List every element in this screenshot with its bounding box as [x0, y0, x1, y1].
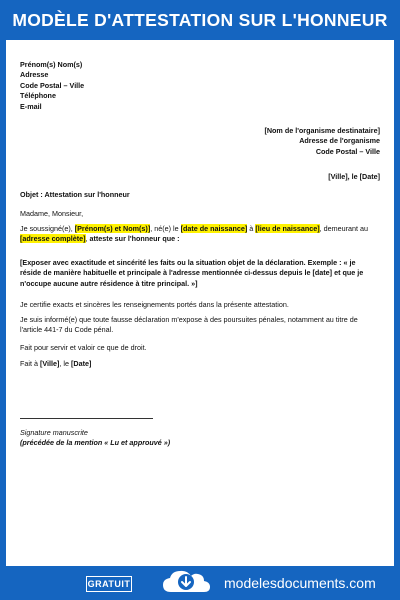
certify-paragraph: Je certifie exacts et sincères les renseignements portés dans la présente attestation.	[20, 300, 289, 309]
sender-email: E-mail	[20, 101, 42, 111]
cloud-download-icon[interactable]	[161, 568, 211, 596]
p2-text-2: , né(e) le	[150, 224, 181, 233]
p2-text-5: ,	[85, 234, 90, 244]
p7-city: [Ville]	[39, 359, 60, 368]
p2-attest: atteste sur l'honneur que :	[89, 234, 180, 244]
p7-date: [Date]	[71, 359, 92, 368]
sender-phone: Téléphone	[20, 91, 56, 101]
sender-name: Prénom(s) Nom(s)	[20, 60, 83, 69]
p7-text-1: Fait à	[20, 359, 40, 368]
footer-bar	[0, 566, 400, 600]
place-date-line	[20, 359, 376, 369]
field-birth-place: [lieu de naissance]	[255, 224, 320, 233]
p2-text-4: , demeurant au	[319, 224, 368, 233]
field-full-name: [Prénom(s) et Nom(s)]	[74, 224, 151, 233]
subject-line: Objet : Attestation sur l'honneur	[20, 190, 130, 199]
salutation: Madame, Monsieur,	[20, 209, 84, 218]
p2-text-3: à	[247, 224, 256, 233]
free-badge: GRATUIT	[86, 576, 132, 592]
signature-note: (précédée de la mention « Lu et approuvé »)	[20, 438, 171, 448]
sender-address: Adresse	[20, 70, 49, 80]
sender-city: Code Postal – Ville	[20, 80, 85, 90]
closing-paragraph: Fait pour servir et valoir ce que de droit.	[20, 343, 147, 352]
signature-label: Signature manuscrite	[20, 428, 88, 437]
document-page	[6, 40, 394, 566]
recipient-city: Code Postal – Ville	[315, 146, 380, 156]
p2-text-1: Je soussigné(e),	[20, 224, 75, 233]
p7-text-2: , le	[59, 359, 72, 368]
penalty-paragraph: Je suis informé(e) que toute fausse déclaration m'expose à des poursuites pénales, notamment au titre de l'article 441-7 du Code pénal.	[20, 315, 358, 335]
field-birth-date: [date de naissance]	[180, 224, 248, 233]
facts-paragraph: [Exposer avec exactitude et sincérité les faits ou la situation objet de la déclaration. Exemple : « je réside de manière habituelle et principale à l'adresse mentionnée ci-dessus depuis le [date] et que je n'occupe aucune autre résidence à titre principal. »]	[20, 258, 364, 288]
sender-block	[20, 60, 84, 112]
signature-block	[20, 428, 170, 449]
date-line: [Ville], le [Date]	[328, 172, 380, 181]
declaration-paragraph	[20, 224, 376, 245]
field-full-address: [adresse complète]	[20, 234, 86, 244]
site-url[interactable]: modelesdocuments.com	[224, 575, 376, 591]
recipient-org: [Nom de l'organisme destinataire]	[264, 126, 380, 135]
signature-line	[20, 418, 153, 419]
recipient-block	[264, 126, 380, 157]
header-banner	[0, 0, 400, 40]
recipient-address: Adresse de l'organisme	[299, 136, 380, 146]
banner-title: MODÈLE D'ATTESTATION SUR L'HONNEUR	[12, 9, 388, 30]
